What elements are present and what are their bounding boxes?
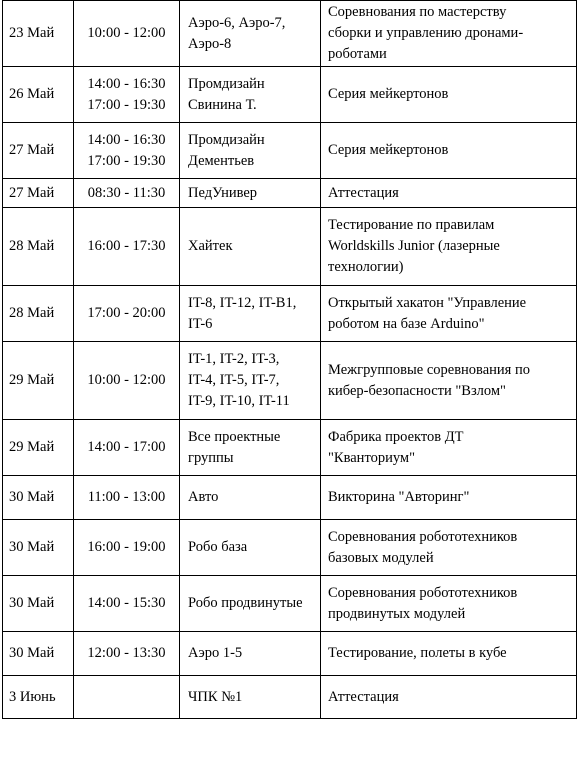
event-cell-line: технологии) (328, 259, 404, 275)
table-row (3, 179, 577, 208)
date-cell: 29 Май (3, 342, 74, 420)
event-cell (321, 208, 577, 286)
date-cell: 27 Май (3, 179, 74, 208)
group-cell-line: группы (188, 449, 234, 466)
event-cell (321, 576, 577, 632)
group-cell (180, 67, 321, 123)
date-cell: 29 Май (3, 420, 74, 476)
group-cell (180, 342, 321, 420)
group-cell-line: IT-4, IT-5, IT-7, (188, 372, 280, 388)
event-cell-line: Открытый хакатон "Управление (328, 294, 527, 311)
event-cell (321, 632, 577, 676)
table-row (3, 632, 577, 676)
event-cell (321, 67, 577, 123)
time-cell-line: 16:00 - 17:30 (87, 238, 166, 254)
group-cell-line: Аэро-8 (188, 35, 232, 52)
date-cell: 27 Май (3, 123, 74, 179)
time-cell (74, 342, 180, 420)
group-cell-line: Свинина Т. (188, 96, 257, 113)
group-cell (180, 1, 321, 67)
table-row (3, 67, 577, 123)
group-cell-line: Дементьев (188, 152, 255, 169)
event-cell-line: Тестирование, полеты в кубе (328, 645, 507, 661)
time-cell (74, 1, 180, 67)
time-cell (74, 179, 180, 208)
schedule-table (2, 0, 577, 719)
date-cell: 30 Май (3, 632, 74, 676)
time-cell-line: 11:00 - 13:00 (87, 489, 166, 505)
time-cell (74, 476, 180, 520)
event-cell-line: Worldskills Junior (лазерные (328, 238, 500, 254)
event-cell (321, 1, 577, 67)
table-row (3, 123, 577, 179)
time-cell (74, 123, 180, 179)
group-cell-line: Хайтек (188, 238, 233, 254)
time-cell (74, 286, 180, 342)
table-row (3, 476, 577, 520)
group-cell-line: ПедУнивер (188, 184, 258, 201)
group-cell (180, 676, 321, 719)
time-cell (74, 676, 180, 719)
group-cell-line: Аэро 1-5 (188, 645, 243, 661)
table-row (3, 286, 577, 342)
table-row (3, 420, 577, 476)
group-cell-line: Промдизайн (188, 75, 265, 92)
group-cell (180, 179, 321, 208)
event-cell-line: Тестирование по правилам (328, 217, 495, 233)
group-cell-line: Все проектные (188, 428, 281, 445)
date-cell: 30 Май (3, 576, 74, 632)
time-cell-line: 10:00 - 12:00 (87, 372, 166, 388)
time-cell (74, 208, 180, 286)
time-cell-line: 17:00 - 19:30 (87, 96, 166, 113)
time-cell-line: 16:00 - 19:00 (87, 539, 166, 555)
table-row (3, 342, 577, 420)
schedule-rows (3, 1, 577, 719)
group-cell-line: IT-6 (188, 315, 213, 332)
date-cell: 28 Май (3, 286, 74, 342)
time-cell-line: 10:00 - 12:00 (87, 25, 166, 41)
group-cell-line: Робо база (188, 539, 248, 555)
event-cell-line: Аттестация (328, 688, 399, 705)
group-cell (180, 286, 321, 342)
group-cell-line: Робо продвинутые (188, 595, 303, 611)
event-cell-line: базовых модулей (328, 549, 434, 566)
group-cell (180, 123, 321, 179)
group-cell-line: Авто (188, 489, 219, 505)
time-cell-line: 14:00 - 17:00 (87, 439, 166, 455)
event-cell-line: кибер-безопасности "Взлом" (328, 382, 506, 399)
date-cell: 28 Май (3, 208, 74, 286)
event-cell-line: "Кванториум" (328, 449, 415, 466)
event-cell-line: роботом на базе Arduino" (328, 315, 485, 332)
event-cell (321, 676, 577, 719)
group-cell-line: Аэро-6, Аэро-7, (188, 14, 286, 31)
group-cell-line: ЧПК №1 (188, 688, 243, 705)
table-row (3, 676, 577, 719)
event-cell-line: Серия мейкертонов (328, 142, 449, 158)
event-cell (321, 342, 577, 420)
time-cell-line: 14:00 - 15:30 (87, 595, 166, 611)
time-cell-line: 14:00 - 16:30 (87, 131, 166, 148)
time-cell (74, 420, 180, 476)
group-cell (180, 576, 321, 632)
group-cell (180, 420, 321, 476)
date-cell: 23 Май (3, 1, 74, 67)
event-cell-line: Серия мейкертонов (328, 86, 449, 102)
time-cell (74, 576, 180, 632)
event-cell (321, 286, 577, 342)
event-cell-line: Соревнования робототехников (328, 584, 518, 601)
group-cell-line: IT-1, IT-2, IT-3, (188, 351, 280, 367)
time-cell-line: 17:00 - 19:30 (87, 152, 166, 169)
time-cell-line: 17:00 - 20:00 (87, 305, 166, 321)
group-cell (180, 632, 321, 676)
date-cell: 30 Май (3, 520, 74, 576)
time-cell (74, 632, 180, 676)
event-cell (321, 520, 577, 576)
event-cell (321, 476, 577, 520)
time-cell-line: 14:00 - 16:30 (87, 75, 166, 92)
event-cell-line: Викторина "Авторинг" (328, 489, 470, 505)
event-cell-line: Соревнования робототехников (328, 528, 518, 545)
event-cell-line: Аттестация (328, 184, 399, 201)
event-cell (321, 179, 577, 208)
event-cell-line: роботами (328, 46, 387, 62)
group-cell-line: IT-9, IT-10, IT-11 (188, 393, 290, 409)
time-cell-line: 12:00 - 13:30 (87, 645, 166, 661)
event-cell-line: Фабрика проектов ДТ (328, 428, 464, 445)
group-cell (180, 520, 321, 576)
table-row (3, 576, 577, 632)
group-cell (180, 476, 321, 520)
date-cell: 30 Май (3, 476, 74, 520)
event-cell-line: продвинутых модулей (328, 605, 466, 622)
event-cell-line: сборки и управлению дронами- (328, 25, 524, 41)
event-cell-line: Соревнования по мастерству (328, 4, 507, 20)
event-cell-line: Межгрупповые соревнования по (328, 361, 530, 378)
time-cell (74, 520, 180, 576)
time-cell (74, 67, 180, 123)
event-cell (321, 123, 577, 179)
date-cell: 3 Июнь (3, 676, 74, 719)
table-row (3, 1, 577, 67)
event-cell (321, 420, 577, 476)
date-cell: 26 Май (3, 67, 74, 123)
table-row (3, 520, 577, 576)
time-cell-line: 08:30 - 11:30 (87, 184, 166, 201)
group-cell-line: IT-8, IT-12, IT-B1, (188, 294, 297, 311)
table-row (3, 208, 577, 286)
group-cell (180, 208, 321, 286)
group-cell-line: Промдизайн (188, 131, 265, 148)
